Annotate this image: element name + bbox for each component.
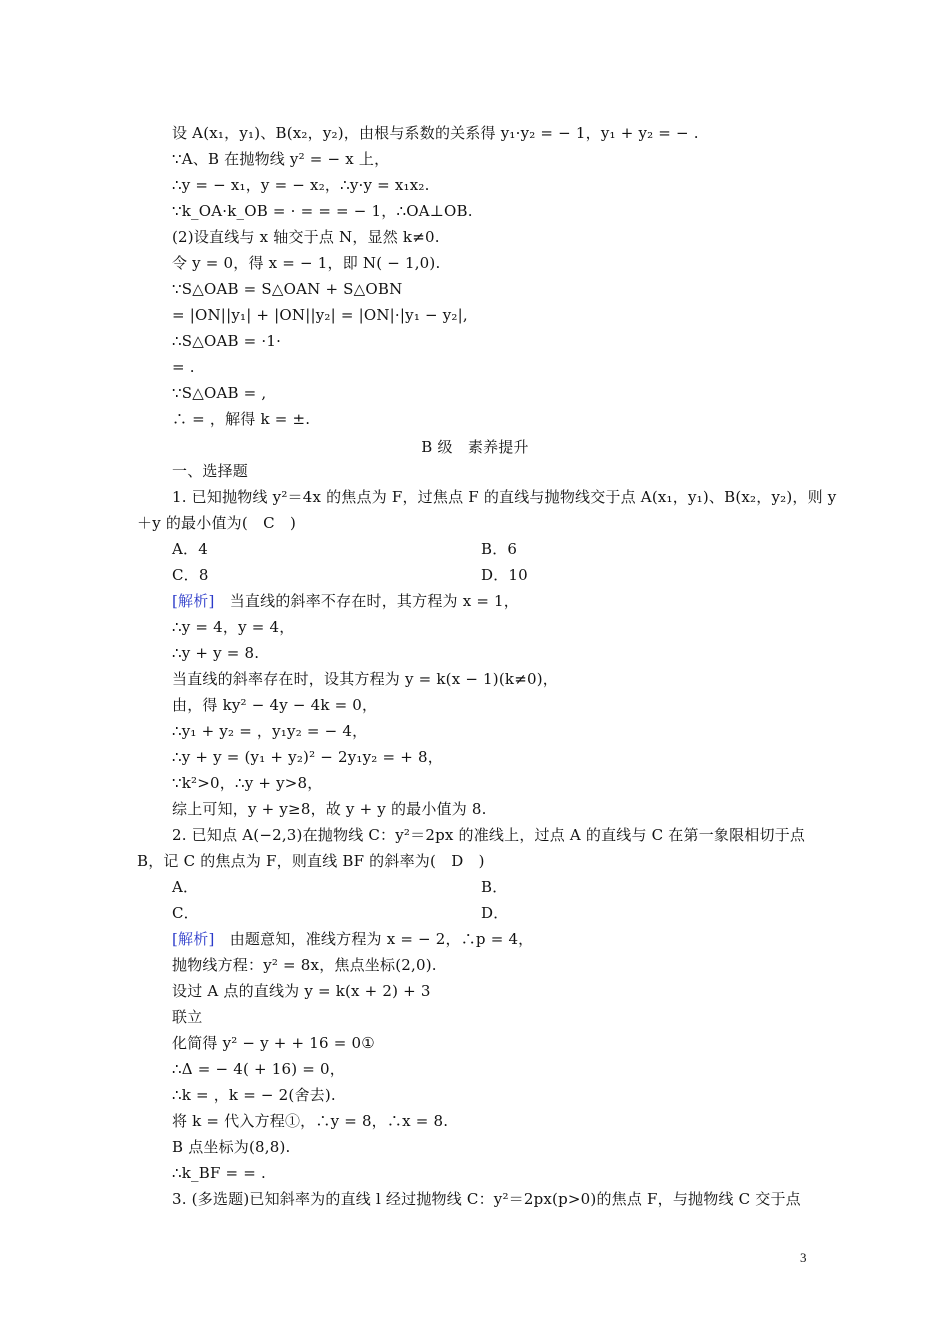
text-line: ∴y = 4，y = 4， xyxy=(172,618,295,636)
text-line: 综上可知，y + y≥8，故 y + y 的最小值为 8. xyxy=(172,800,487,818)
text-line: ∵k²>0，∴y + y>8， xyxy=(172,774,323,792)
text-line: = . xyxy=(172,358,195,376)
text-line: 当直线的斜率存在时，设其方程为 y = k(x − 1)(k≠0)， xyxy=(172,670,558,688)
option-a: A． xyxy=(172,878,199,896)
page-number: 3 xyxy=(800,1250,807,1265)
analysis-tag: [解析] xyxy=(172,930,215,948)
analysis-tag: [解析] xyxy=(172,592,215,610)
text-line: ∴S△OAB = ·1· xyxy=(172,332,282,350)
text-line: ∴y + y = (y₁ + y₂)² − 2y₁y₂ = + 8， xyxy=(172,748,443,766)
option-c: C． xyxy=(172,904,199,922)
text-line: 将 k = 代入方程①，∴y = 8，∴x = 8. xyxy=(172,1112,449,1130)
analysis-line xyxy=(172,929,533,949)
text-line: ∴y = − x₁，y = − x₂，∴y·y = x₁x₂. xyxy=(172,176,430,194)
text-line: 设过 A 点的直线为 y = k(x + 2) + 3 xyxy=(172,982,431,1000)
option-d: D．10 xyxy=(481,566,528,584)
question-2-line-1: 2. 已知点 A(−2,3)在抛物线 C：y²＝2px 的准线上，过点 A 的直线与 C 在第一象限相切于点 xyxy=(172,826,806,844)
text-line: 联立 xyxy=(172,1008,203,1026)
option-a: A．4 xyxy=(172,540,208,558)
text-line: B 点坐标为(8,8). xyxy=(172,1138,291,1156)
text-line: 由，得 ky² − 4y − 4k = 0， xyxy=(172,696,378,714)
text-line: ∵k_OA·k_OB = · = = = − 1，∴OA⊥OB. xyxy=(172,202,473,220)
text-line: ∴y₁ + y₂ = ，y₁y₂ = − 4， xyxy=(172,722,368,740)
text-line: 令 y = 0，得 x = − 1，即 N( − 1,0). xyxy=(172,254,441,272)
text-line: ∴Δ = − 4( + 16) = 0， xyxy=(172,1060,345,1078)
option-b: B． xyxy=(481,878,508,896)
text-line: 设 A(x₁，y₁)、B(x₂，y₂)，由根与系数的关系得 y₁·y₂ = − 1，y₁ + y₂ = − . xyxy=(172,124,699,142)
question-1-line-2: ＋y 的最小值为( C ) xyxy=(137,514,297,532)
text-line: 抛物线方程：y² = 8x，焦点坐标(2,0). xyxy=(172,956,437,974)
analysis-line xyxy=(172,591,519,611)
analysis-text: 由题意知，准线方程为 x = − 2，∴p = 4， xyxy=(229,930,534,948)
option-b: B．6 xyxy=(481,540,518,558)
subsection-heading: 一、选择题 xyxy=(172,462,249,480)
text-line: ∵S△OAB = S△OAN + S△OBN xyxy=(172,280,403,298)
text-line: ∵A、B 在抛物线 y² = − x 上， xyxy=(172,150,390,168)
text-line: ∴y + y = 8. xyxy=(172,644,260,662)
analysis-text: 当直线的斜率不存在时，其方程为 x = 1， xyxy=(229,592,519,610)
section-heading: B 级 素养提升 xyxy=(421,438,529,456)
text-line: (2)设直线与 x 轴交于点 N，显然 k≠0. xyxy=(172,228,440,246)
option-c: C．8 xyxy=(172,566,209,584)
text-line: ∴k = ，k = − 2(舍去). xyxy=(172,1086,336,1104)
option-d: D． xyxy=(481,904,509,922)
question-3-line-1: 3. (多选题)已知斜率为的直线 l 经过抛物线 C：y²＝2px(p>0)的焦点 F，与抛物线 C 交于点 xyxy=(172,1190,801,1208)
question-1-line-1: 1. 已知抛物线 y²＝4x 的焦点为 F，过焦点 F 的直线与抛物线交于点 A(x₁，y₁)、B(x₂，y₂)，则 y xyxy=(172,488,837,506)
question-2-line-2: B，记 C 的焦点为 F，则直线 BF 的斜率为( D ) xyxy=(137,852,485,870)
text-line: 化简得 y² − y + + 16 = 0① xyxy=(172,1034,375,1052)
text-line: ∵S△OAB = , xyxy=(172,384,267,402)
text-line: = |ON||y₁| + |ON||y₂| = |ON|·|y₁ − y₂|, xyxy=(172,306,468,324)
text-line: ∴k_BF = = . xyxy=(172,1164,266,1182)
text-line: ∴ = ，解得 k = ±. xyxy=(172,410,311,428)
